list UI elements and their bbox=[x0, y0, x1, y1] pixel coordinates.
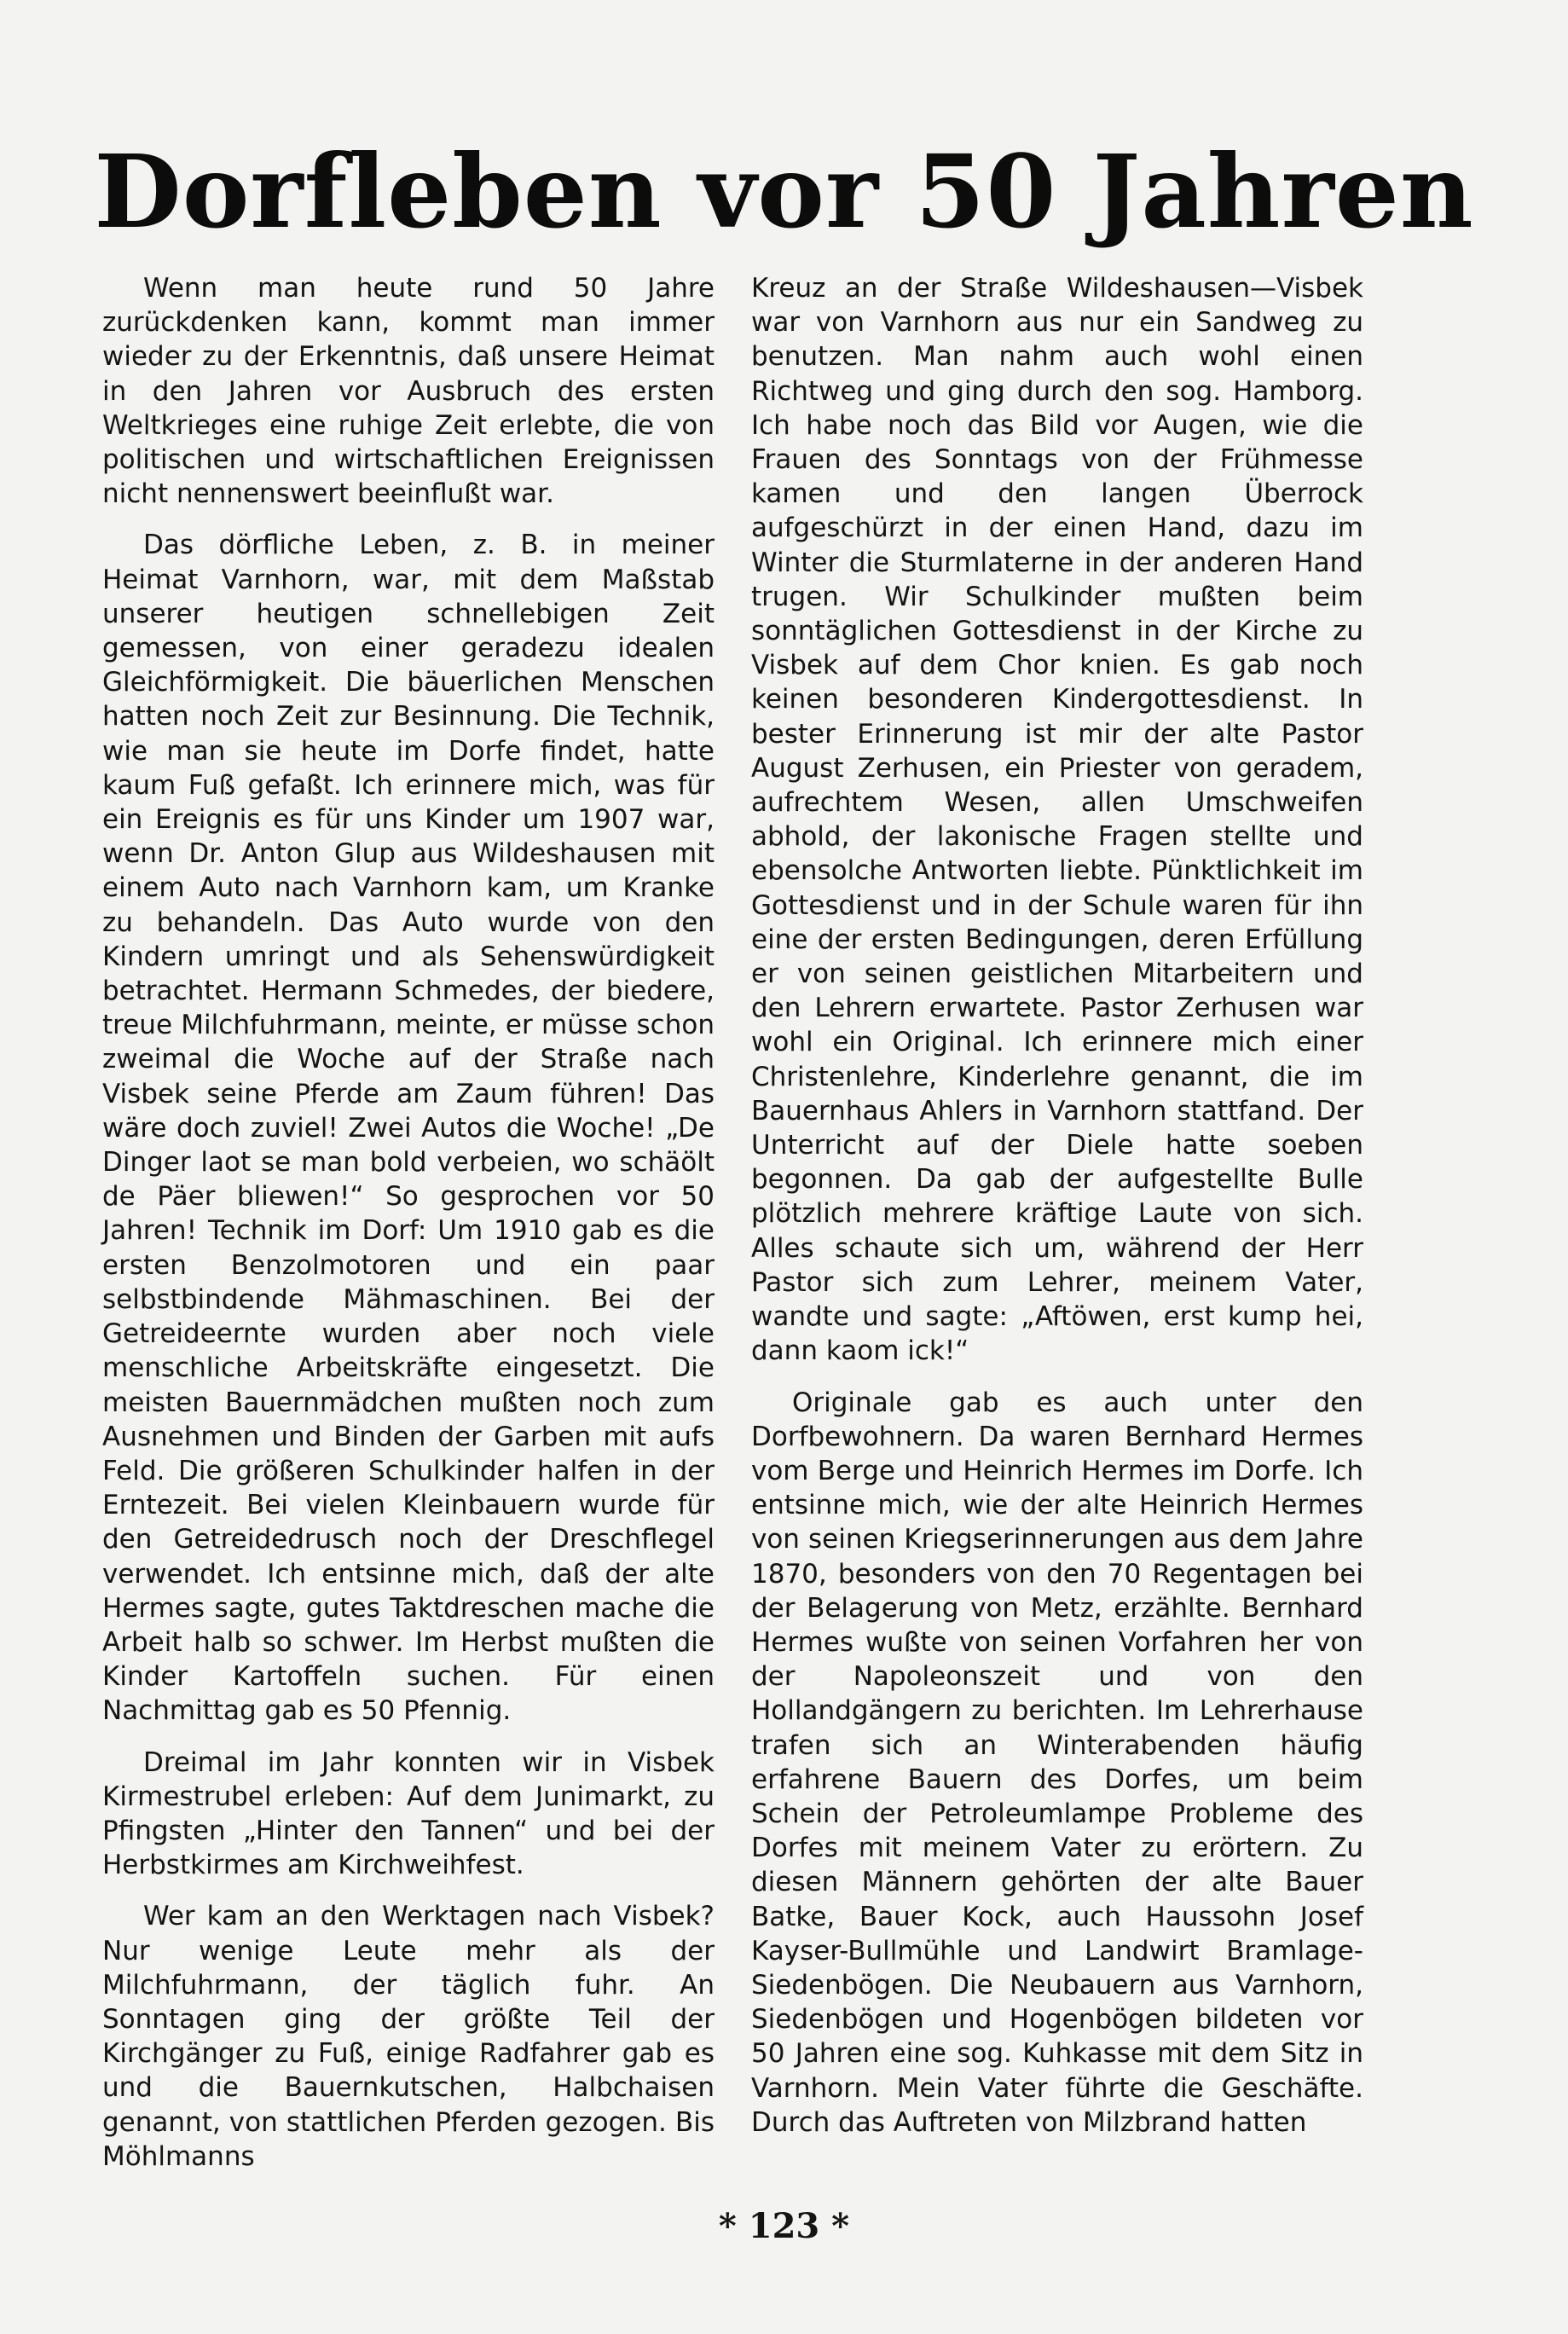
article-title: Dorfleben vor 50 Jahren bbox=[94, 132, 1474, 251]
paragraph: Das dörfliche Leben, z. B. in meiner Heimat Varnhorn, war, mit dem Maßstab unserer heutigen schnellebigen Zeit gemessen, von einer geradezu idealen Gleichförmigkeit. Die bäuerlichen Menschen hatten noch Zeit zur Besinnung. Die Technik, wie man sie heute im Dorfe findet, hatte kaum Fuß gefaßt. Ich erinnere mich, was für ein Ereignis es für uns Kinder um 1907 war, wenn Dr. Anton Glup aus Wildeshausen mit einem Auto nach Varnhorn kam, um Kranke zu behandeln. Das Auto wurde von den Kindern umringt und als Sehenswürdigkeit betrachtet. Hermann Schmedes, der biedere, treue Milchfuhrmann, meinte, er müsse schon zweimal die Woche auf der Straße nach Visbek seine Pferde am Zaum führen! Das wäre doch zuviel! Zwei Autos die Woche! „De Dinger laot se man bold verbeien, wo schäölt de Päer bliewen!“ So gesprochen vor 50 Jahren! Technik im Dorf: Um 1910 gab es die ersten Benzolmotoren und ein paar selbstbindende Mähmaschinen. Bei der Getreideernte wurden aber noch viele menschliche Arbeitskräfte eingesetzt. Die meisten Bauernmädchen mußten noch zum Ausnehmen und Binden der Garben mit aufs Feld. Die größeren Schulkinder halfen in der Erntezeit. Bei vielen Kleinbauern wurde für den Getreidedrusch noch der Dreschflegel verwendet. Ich entsinne mich, daß der alte Hermes sagte, gutes Taktdreschen mache die Arbeit halb so schwer. Im Herbst mußten die Kinder Kartoffeln suchen. Für einen Nachmittag gab es 50 Pfennig. bbox=[102, 530, 715, 1727]
left-column bbox=[102, 271, 715, 2174]
right-column bbox=[751, 271, 1363, 2140]
paragraph: Wenn man heute rund 50 Jahre zurückdenken kann, kommt man immer wieder zu der Erkenntnis, daß unsere Heimat in den Jahren vor Ausbruch des ersten Weltkrieges eine ruhige Zeit erlebte, die von politischen und wirtschaftlichen Ereignissen nicht nennenswert beeinflußt war. bbox=[102, 273, 715, 510]
page-number: * 123 * bbox=[718, 2206, 850, 2246]
paragraph: Wer kam an den Werktagen nach Visbek? Nur wenige Leute mehr als der Milchfuhrmann, der täglich fuhr. An Sonntagen ging der größte Teil der Kirchgänger zu Fuß, einige Radfahrer gab es und die Bauernkutschen, Halbchaisen genannt, von stattlichen Pferden gezogen. Bis Möhlmanns bbox=[102, 1901, 715, 2172]
paragraph: Originale gab es auch unter den Dorfbewohnern. Da waren Bernhard Hermes vom Berge und Heinrich Hermes im Dorfe. Ich entsinne mich, wie der alte Heinrich Hermes von seinen Kriegserinnerungen aus dem Jahre 1870, besonders von den 70 Regentagen bei der Belagerung von Metz, erzählte. Bernhard Hermes wußte von seinen Vorfahren her von der Napoleonszeit und von den Hollandgängern zu berichten. Im Lehrerhause trafen sich an Winterabenden häufig erfahrene Bauern des Dorfes, um beim Schein der Petroleumlampe Probleme des Dorfes mit meinem Vater zu erörtern. Zu diesen Männern gehörten der alte Bauer Batke, Bauer Kock, auch Haussohn Josef Kayser-Bullmühle und Landwirt Bramlage-Siedenbögen. Die Neubauern aus Varnhorn, Siedenbögen und Hogenbögen bildeten vor 50 Jahren eine sog. Kuhkasse mit dem Sitz in Varnhorn. Mein Vater führte die Geschäfte. Durch das Auftreten von Milzbrand hatten bbox=[751, 1387, 1363, 2138]
paragraph: Kreuz an der Straße Wildeshausen—Visbek war von Varnhorn aus nur ein Sandweg zu benutzen. Man nahm auch wohl einen Richtweg und ging durch den sog. Hamborg. Ich habe noch das Bild vor Augen, wie die Frauen des Sonntags von der Frühmesse kamen und den langen Überrock aufgeschürzt in der einen Hand, dazu im Winter die Sturmlaterne in der anderen Hand trugen. Wir Schulkinder mußten beim sonntäglichen Gottesdienst in der Kirche zu Visbek auf dem Chor knien. Es gab noch keinen besonderen Kindergottesdienst. In bester Erinnerung ist mir der alte Pastor August Zerhusen, ein Priester von geradem, aufrechtem Wesen, allen Umschweifen abhold, der lakonische Fragen stellte und ebensolche Antworten liebte. Pünktlichkeit im Gottesdienst und in der Schule waren für ihn eine der ersten Bedingungen, deren Erfüllung er von seinen geistlichen Mitarbeitern und den Lehrern erwartete. Pastor Zerhusen war wohl ein Original. Ich erinnere mich einer Christenlehre, Kinderlehre genannt, die im Bauernhaus Ahlers in Varnhorn stattfand. Der Unterricht auf der Diele hatte soeben begonnen. Da gab der aufgestellte Bulle plötzlich mehrere kräftige Laute von sich. Alles schaute sich um, während der Herr Pastor sich zum Lehrer, meinem Vater, wandte und sagte: „Aftöwen, erst kump hei, dann kaom ick!“ bbox=[751, 273, 1363, 1367]
paragraph: Dreimal im Jahr konnten wir in Visbek Kirmestrubel erleben: Auf dem Junimarkt, zu Pfingsten „Hinter den Tannen“ und bei der Herbstkirmes am Kirchweihfest. bbox=[102, 1746, 715, 1881]
